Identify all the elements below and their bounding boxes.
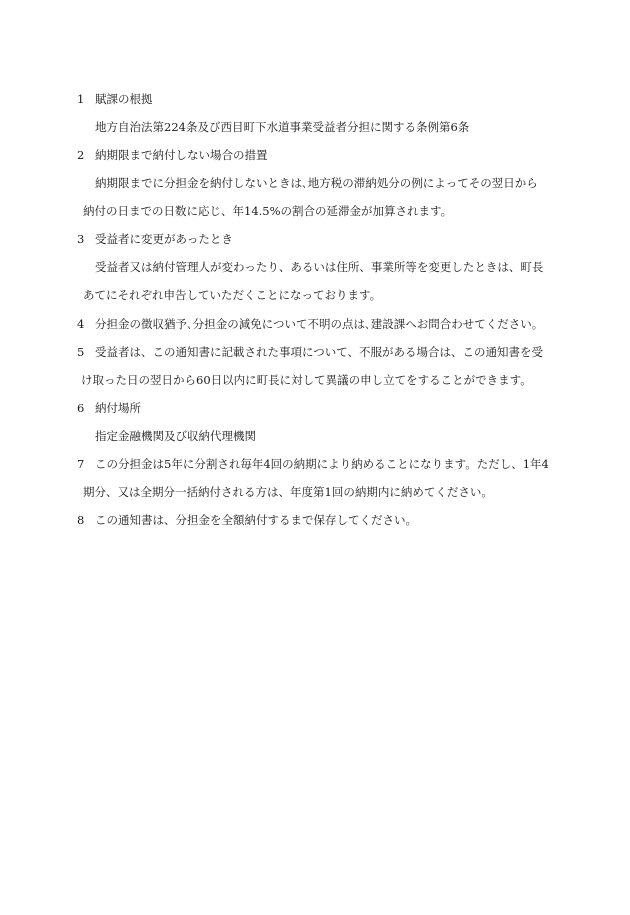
item-3-detail-line-2: あてにそれぞれ申告していただくことになっております。 [83,288,382,302]
item-number: 2 [77,148,85,162]
item-number: 3 [77,232,85,246]
item-1-heading: 賦課の根拠 [95,92,153,106]
item-number: 4 [77,317,85,331]
item-number: 7 [77,457,85,471]
item-number: 8 [77,513,85,527]
item-6-heading: 納付場所 [95,401,141,415]
item-7-text-line-1: この分担金は5年に分割され毎年4回の納期により納めることになります。ただし、1年4 [95,457,549,471]
item-number: 1 [77,92,85,106]
item-2-detail-line-2: 納付の日までの日数に応じ、年14.5%の割合の延滞金が加算されます。 [83,204,453,218]
item-7-text-line-2: 期分、又は全期分一括納付される方は、年度第1回の納期内に納めてください。 [83,485,493,499]
item-number: 6 [77,401,85,415]
item-2-heading: 納期限まで納付しない場合の措置 [95,148,268,162]
item-4-text: 分担金の徴収猶予､分担金の減免について不明の点は､建設課へお問合わせてください。 [95,317,544,331]
item-5-text-line-1: 受益者は、この通知書に記載された事項について、不服がある場合は、この通知書を受 [95,345,544,359]
item-3-detail-line-1: 受益者又は納付管理人が変わったり、あるいは住所、事業所等を変更したときは、町長 [95,260,544,274]
item-6-detail: 指定金融機関及び収納代理機関 [95,429,256,443]
item-3-heading: 受益者に変更があったとき [95,232,233,246]
item-1-detail: 地方自治法第224条及び西目町下水道事業受益者分担に関する条例第6条 [95,120,470,134]
item-2-detail-line-1: 納期限までに分担金を納付しないときは､地方税の滞納処分の例によってその翌日から [95,176,538,190]
item-number: 5 [77,345,85,359]
item-5-text-line-2: け取った日の翌日から60日以内に町長に対して異議の申し立てをすることができます。 [81,373,532,387]
item-8-text: この通知書は、分担金を全額納付するまで保存してください。 [95,513,417,527]
